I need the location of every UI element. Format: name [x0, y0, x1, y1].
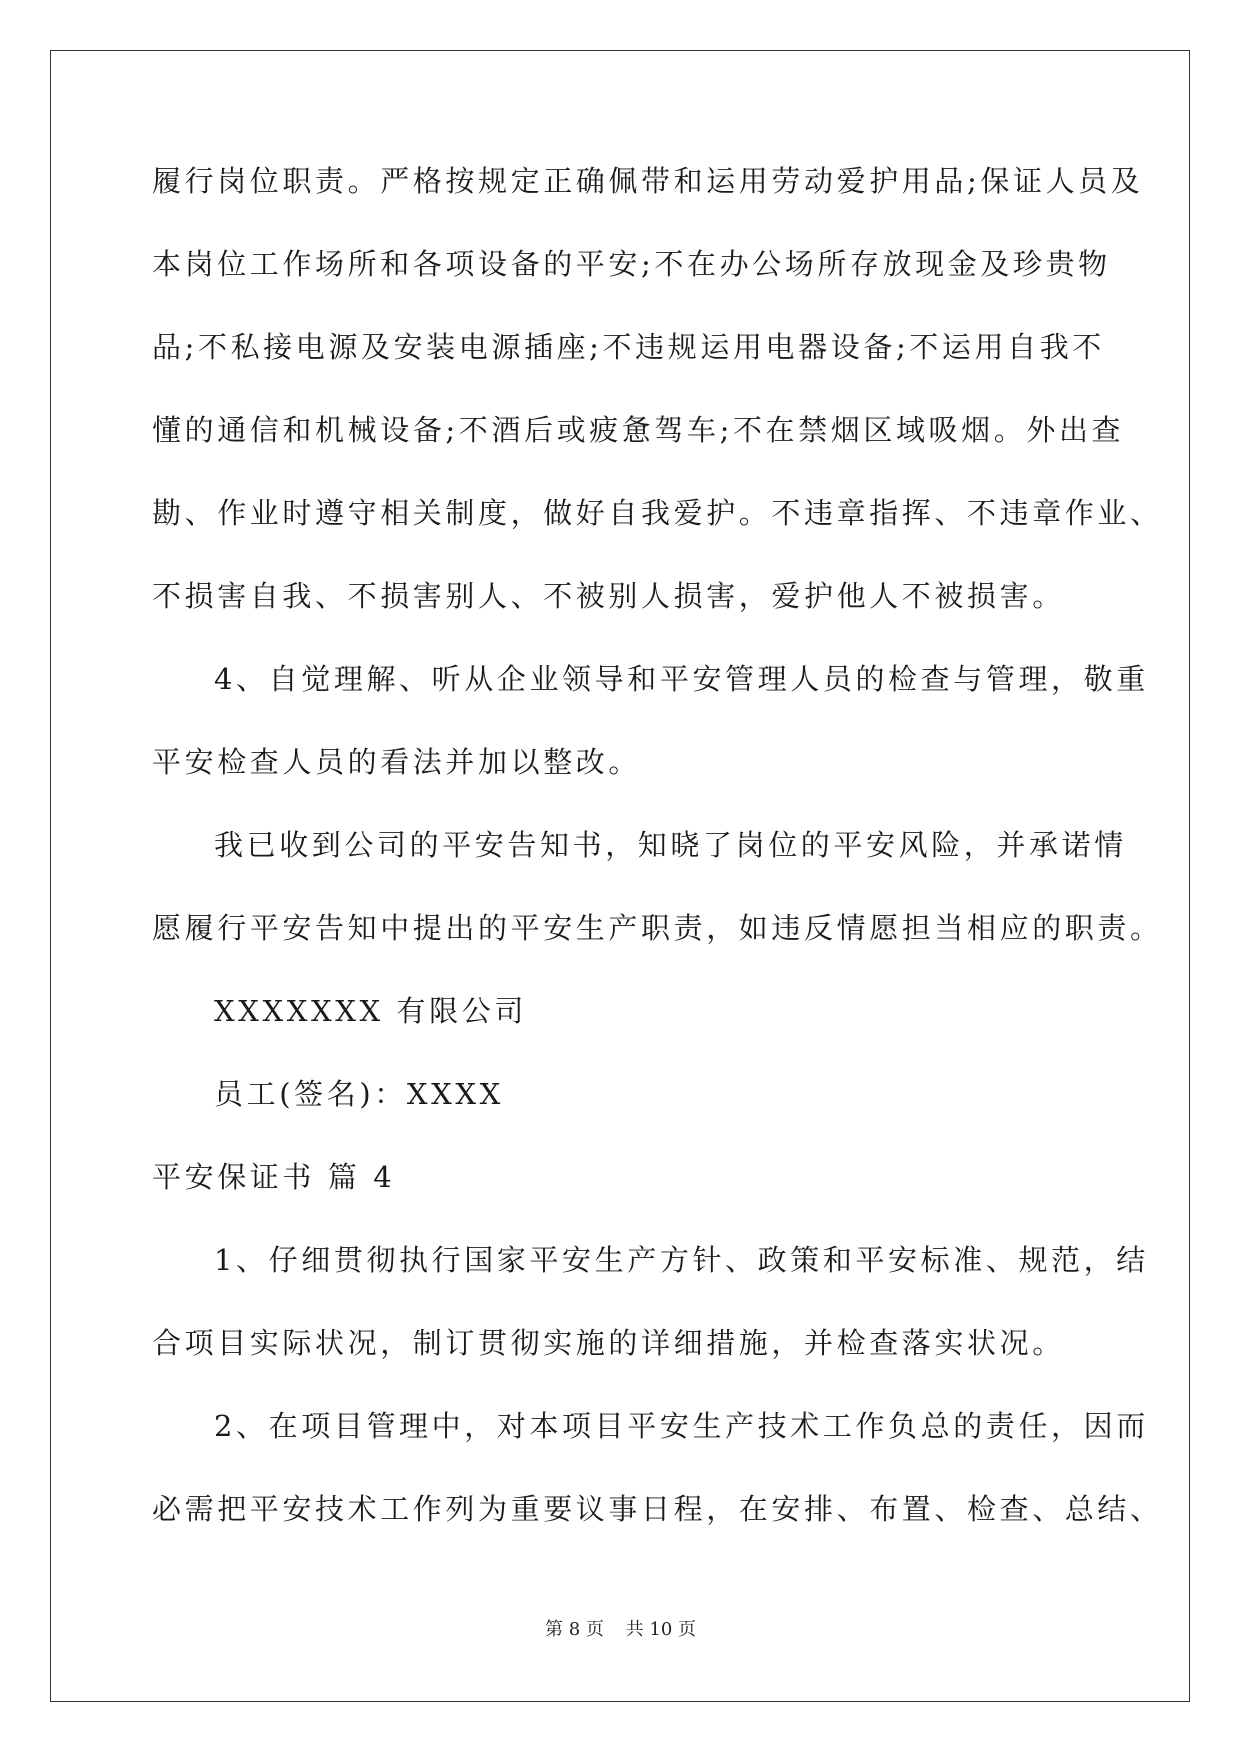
document-body — [152, 140, 1163, 1551]
page-number: 第 8 页 — [545, 1619, 604, 1640]
text-line: 履行岗位职责。严格按规定正确佩带和运用劳动爱护用品;保证人员及 — [152, 164, 1144, 198]
text-line: 愿履行平安告知中提出的平安生产职责，如违反情愿担当相应的职责。 — [152, 911, 1163, 945]
paragraph-start-line: 4、自觉理解、听从企业领导和平安管理人员的检查与管理，敬重 — [214, 662, 1149, 696]
text-line: 勘、作业时遵守相关制度，做好自我爱护。不违章指挥、不违章作业、 — [152, 496, 1163, 530]
employee-signature: 员工(签名)：XXXX — [214, 1077, 504, 1111]
page-footer — [0, 1615, 1241, 1641]
text-line: 不损害自我、不损害别人、不被别人损害，爱护他人不被损害。 — [152, 579, 1065, 613]
text-line: 平安检查人员的看法并加以整改。 — [152, 745, 642, 779]
text-line: 品;不私接电源及安装电源插座;不违规运用电器设备;不运用自我不 — [152, 330, 1105, 364]
paragraph-start-line: 2、在项目管理中，对本项目平安生产技术工作负总的责任，因而 — [214, 1409, 1149, 1443]
text-line: 懂的通信和机械设备;不酒后或疲惫驾车;不在禁烟区域吸烟。外出查 — [152, 413, 1125, 447]
company-name: XXXXXXX 有限公司 — [214, 994, 527, 1028]
page-total: 共 10 页 — [625, 1619, 696, 1640]
paragraph-start-line: 1、仔细贯彻执行国家平安生产方针、政策和平安标准、规范，结 — [214, 1243, 1149, 1277]
section-heading: 平安保证书 篇 4 — [152, 1160, 396, 1194]
text-line: 合项目实际状况，制订贯彻实施的详细措施，并检查落实状况。 — [152, 1326, 1065, 1360]
paragraph-start-line: 我已收到公司的平安告知书，知晓了岗位的平安风险，并承诺情 — [214, 828, 1127, 862]
text-line: 必需把平安技术工作列为重要议事日程，在安排、布置、检查、总结、 — [152, 1492, 1163, 1526]
text-line: 本岗位工作场所和各项设备的平安;不在办公场所存放现金及珍贵物 — [152, 247, 1111, 281]
